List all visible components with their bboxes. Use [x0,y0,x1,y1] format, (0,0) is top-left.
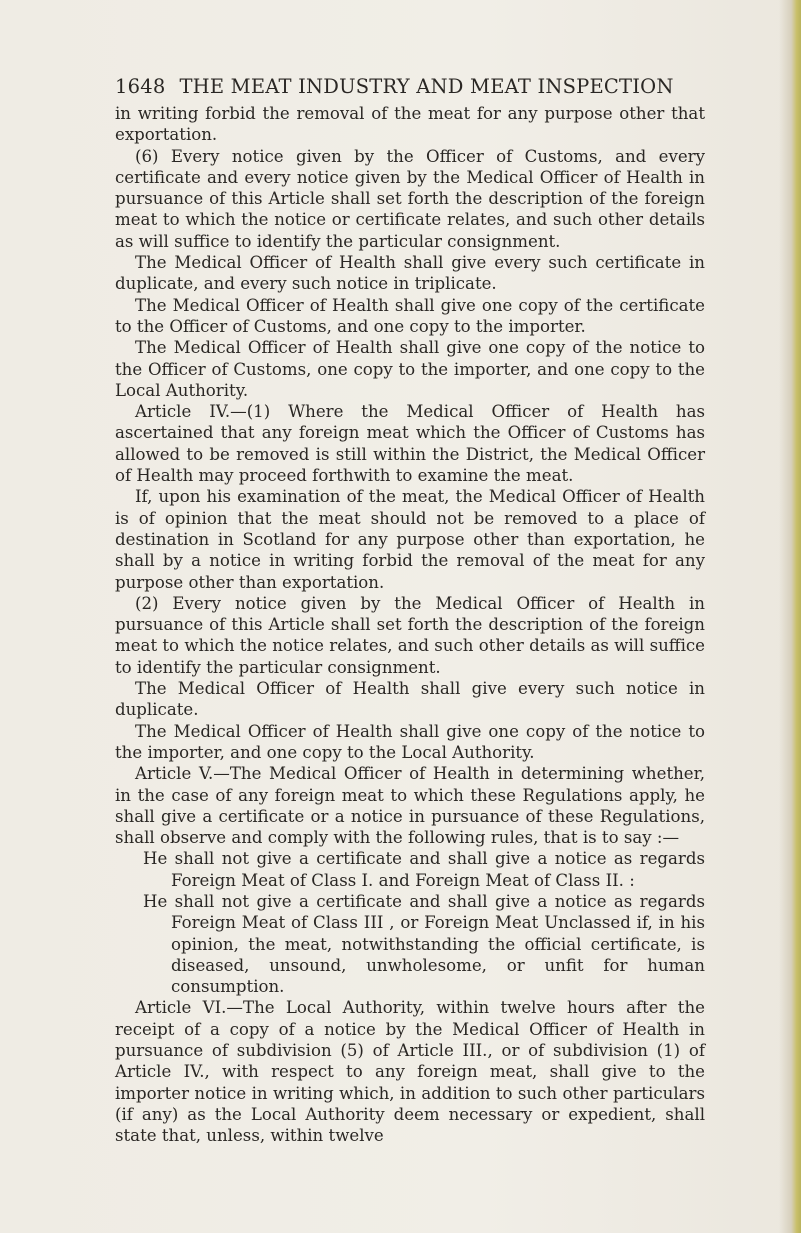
paragraph: The Medical Officer of Health shall give one copy of the notice to the importer, and one copy to the Local Authority. [115,721,705,762]
paragraph: The Medical Officer of Health shall give every such notice in duplicate. [115,679,705,720]
page-edge [779,0,801,1233]
paragraph: The Medical Officer of Health shall give one copy of the notice to the Officer of Customs, one copy to the importer, and one copy to the Local Authority. [115,338,705,400]
page-number: 1648 [115,75,166,98]
paragraph: (2) Every notice given by the Medical Officer of Health in pursuance of this Article shall set forth the description of the foreign meat to which the notice relates, and such other details as will suffice to identify the particular consignment. [115,593,705,677]
paragraph: The Medical Officer of Health shall give one copy of the certificate to the Officer of Customs, and one copy to the importer. [115,295,705,336]
paragraph: Article V.—The Medical Officer of Health in determining whether, in the case of any foreign meat to which these Regulations apply, he shall give a certificate or a notice in pursuance of these Regulations, shall observe and comply with the following rules, that is to say :— [115,764,705,848]
paragraph: Article IV.—(1) Where the Medical Officer of Health has ascertained that any foreign meat which the Officer of Customs has allowed to be removed is still within the District, the Medical Officer of Health may proceed forthwith to examine the meat. [115,402,705,486]
running-title: THE MEAT INDUSTRY AND MEAT INSPECTION [179,75,674,98]
body-text [115,103,705,1147]
paragraph: Article VI.—The Local Authority, within twelve hours after the receipt of a copy of a notice by the Medical Officer of Health in pursuance of subdivision (5) of Article III., or of subdivision (1) of Article IV., with respect to any foreign meat, shall give to the importer notice in writing which, in addition to such other particulars (if any) as the Local Authority deem necessary or expedient, shall state that, unless, within twelve [115,998,705,1146]
running-header [115,75,715,98]
rule-item: He shall not give a certificate and shall give a notice as regards Foreign Meat of Class III , or Foreign Meat Unclassed if, in his opinion, the meat, notwithstanding the official certificate, is diseased, unsound, unwholesome, or unfit for human consumption. [143,891,705,997]
paragraph: (6) Every notice given by the Officer of Customs, and every certificate and every notice given by the Medical Officer of Health in pursuance of this Article shall set forth the description of the foreign meat to which the notice or certificate relates, and such other details as will suffice to identify the particular consignment. [115,146,705,251]
rule-item: He shall not give a certificate and shall give a notice as regards Foreign Meat of Class I. and Foreign Meat of Class II. : [143,849,705,890]
paragraph: The Medical Officer of Health shall give every such certificate in duplicate, and every such notice in triplicate. [115,253,705,294]
paragraph: If, upon his examination of the meat, the Medical Officer of Health is of opinion that the meat should not be removed to a place of destination in Scotland for any purpose other than exportation, he shall by a notice in writing forbid the removal of the meat for any purpose other than exportation. [115,487,705,592]
paragraph: in writing forbid the removal of the meat for any purpose other that exportation. [115,104,705,145]
